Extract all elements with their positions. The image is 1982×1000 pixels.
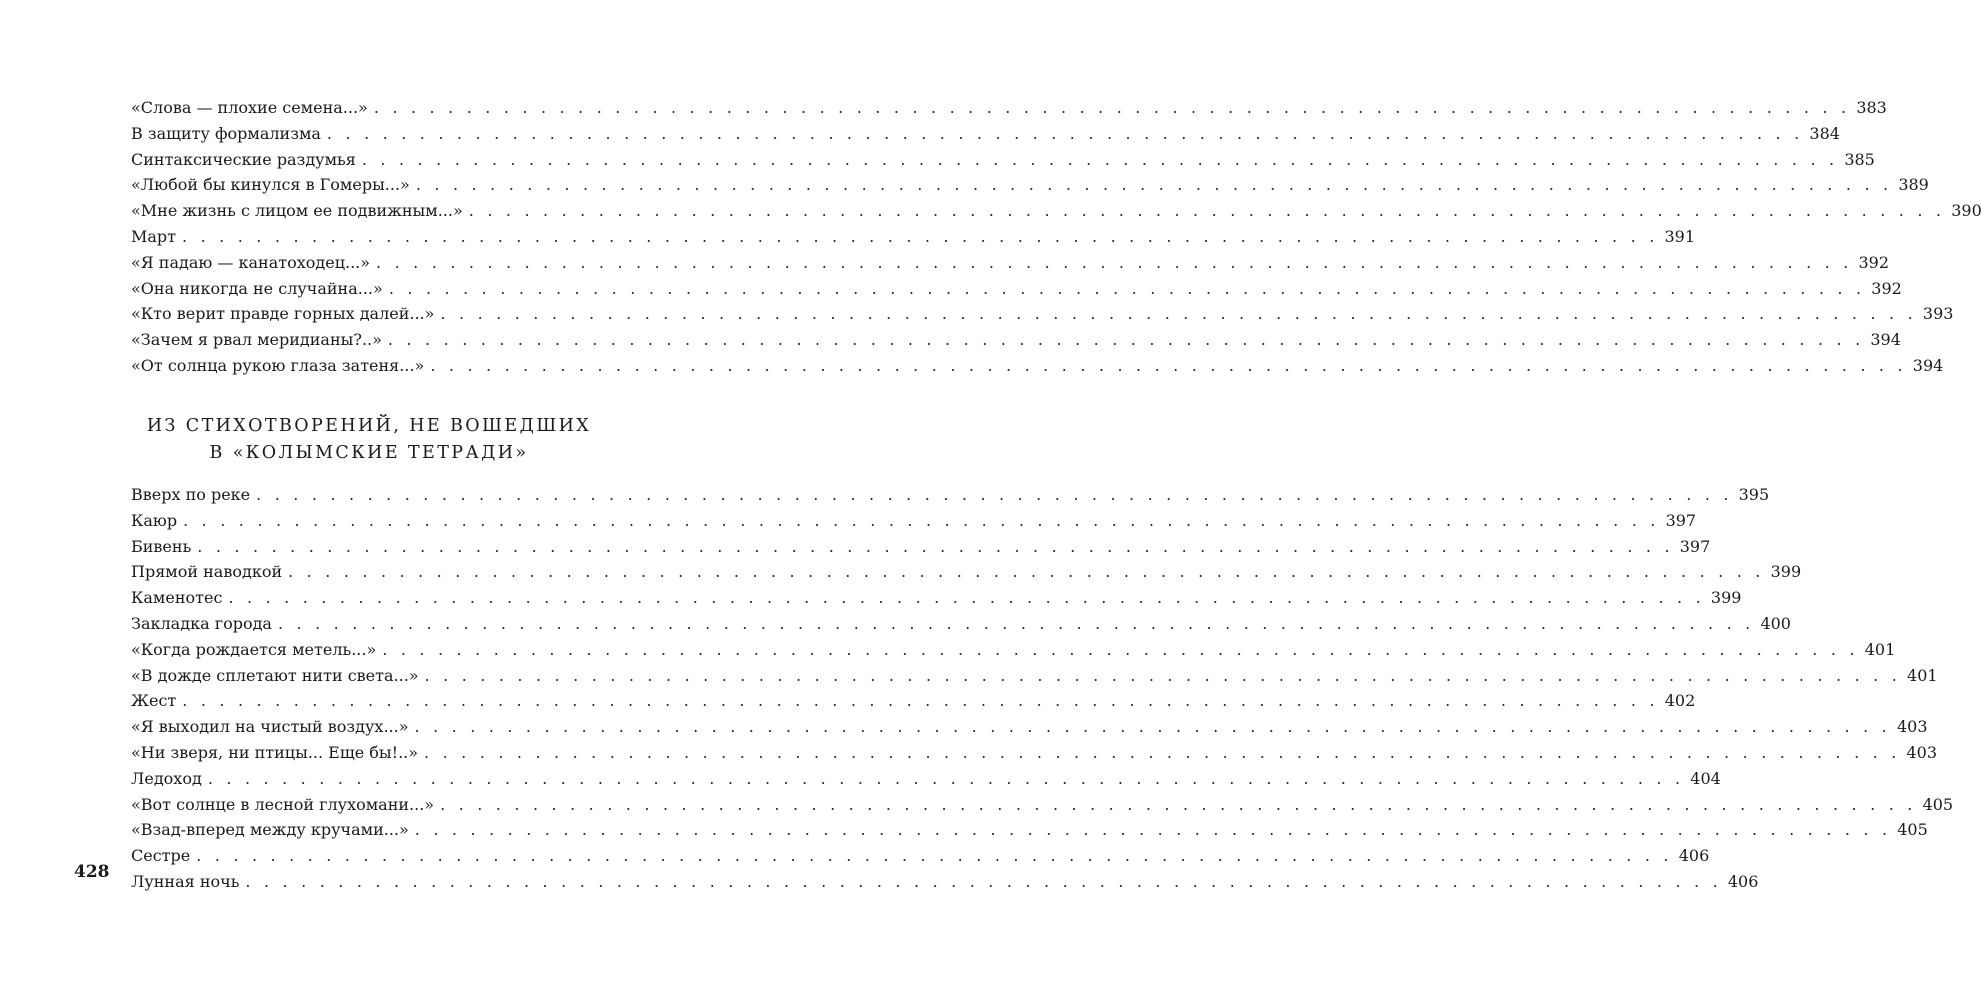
toc-entry-page: 403 xyxy=(1896,717,1928,737)
toc-entry-title: «Слова — плохие семена...» xyxy=(131,98,368,117)
toc-entry-title: «Я падаю — канатоходец...» xyxy=(131,252,371,272)
toc-entry-page: 390 xyxy=(1951,201,1982,221)
toc-entry-title: «Когда рождается метель...» xyxy=(131,639,377,659)
dot-leader: . . . . . . . . . . . . . . . . . . . . . . . . . . . . . . . . . . . . . . . . . . . . . . . . . . . . . . . . . . . . . . . . . . . . . . . . . . . . . . . . xyxy=(182,691,1659,711)
toc-entry-page: 399 xyxy=(1710,588,1742,608)
toc-entry-page: 402 xyxy=(1664,691,1696,711)
toc-entry xyxy=(131,172,1929,198)
toc-entry-title: «Взад-вперед между кручами...» xyxy=(131,820,409,840)
dot-leader: . . . . . . . . . . . . . . . . . . . . . . . . . . . . . . . . . . . . . . . . . . . . . . . . . . . . . . . . . . . . . . . . . . . . . . . . . . . . . . . . xyxy=(415,175,1893,195)
toc-entry xyxy=(131,766,1721,792)
toc-entry xyxy=(131,482,1770,508)
toc-entry-page: 391 xyxy=(1664,226,1696,246)
toc-entry-title: «Ни зверя, ни птицы... Еще бы!..» xyxy=(131,742,419,762)
toc-entry xyxy=(131,250,1890,276)
toc-entry-title: Лунная ночь xyxy=(131,871,240,891)
toc-entry-title: Синтаксические раздумья xyxy=(131,149,356,169)
toc-entry-title: Жест xyxy=(131,691,177,711)
dot-leader: . . . . . . . . . . . . . . . . . . . . . . . . . . . . . . . . . . . . . . . . . . . . . . . . . . . . . . . . . . . . . . . . . . . . . . . . . . . . . . . . xyxy=(277,613,1755,633)
toc-entry xyxy=(131,792,1954,818)
dot-leader: . . . . . . . . . . . . . . . . . . . . . . . . . . . . . . . . . . . . . . . . . . . . . . . . . . . . . . . . . . . . . . . . . . . . . . . . . . . . . . . . xyxy=(424,665,1902,685)
toc-entry xyxy=(131,508,1697,534)
toc-entry-title: «От солнца рукою глаза затеня...» xyxy=(131,355,425,375)
toc-entry-title: В защиту формализма xyxy=(131,123,321,143)
toc-entry xyxy=(131,301,1954,327)
toc-entry-page: 406 xyxy=(1678,846,1710,866)
toc-list-group-1 xyxy=(131,95,1982,379)
toc-entry-title: «Она никогда не случайна...» xyxy=(131,278,383,298)
toc-entry-page: 395 xyxy=(1738,485,1770,504)
toc-entry-page: 392 xyxy=(1858,252,1890,272)
dot-leader: . . . . . . . . . . . . . . . . . . . . . . . . . . . . . . . . . . . . . . . . . . . . . . . . . . . . . . . . . . . . . . . . . . . . . . . . . . . . . . . . xyxy=(440,794,1917,814)
toc-entry xyxy=(131,224,1696,250)
toc-entry-page: 405 xyxy=(1922,794,1954,814)
toc-entry-page: 399 xyxy=(1770,562,1802,582)
dot-leader: . . . . . . . . . . . . . . . . . . . . . . . . . . . . . . . . . . . . . . . . . . . . . . . . . . . . . . . . . . . . . . . . . . . . . . . . . . . . . . . . xyxy=(387,330,1865,350)
toc-entry xyxy=(131,198,1982,224)
toc-entry-page: 394 xyxy=(1912,355,1944,375)
toc-entry-page: 385 xyxy=(1844,149,1875,169)
dot-leader: . . . . . . . . . . . . . . . . . . . . . . . . . . . . . . . . . . . . . . . . . . . . . . . . . . . . . . . . . . . . . . . . . . . . . . . . . . . . . . . . xyxy=(245,871,1722,891)
toc-entry-page: 405 xyxy=(1897,820,1928,840)
toc-entry-page: 394 xyxy=(1870,330,1901,350)
toc-entry-page: 397 xyxy=(1665,510,1697,530)
toc-entry-title: Март xyxy=(131,226,177,246)
toc-entry-page: 406 xyxy=(1727,871,1759,891)
toc-entry-title: Прямой наводкой xyxy=(131,562,283,582)
toc-entry-page: 404 xyxy=(1690,768,1721,788)
toc-entry xyxy=(131,869,1759,895)
toc-entry-page: 400 xyxy=(1760,613,1791,633)
dot-leader: . . . . . . . . . . . . . . . . . . . . . . . . . . . . . . . . . . . . . . . . . . . . . . . . . . . . . . . . . . . . . . . . . . . . . . . . . . . . . . . . xyxy=(228,588,1705,608)
dot-leader: . . . . . . . . . . . . . . . . . . . . . . . . . . . . . . . . . . . . . . . . . . . . . . . . . . . . . . . . . . . . . . . . . . . . . . . . . . . . . . . . xyxy=(388,278,1866,298)
toc-entry-title: «Я выходил на чистый воздух...» xyxy=(131,717,409,737)
dot-leader: . . . . . . . . . . . . . . . . . . . . . . . . . . . . . . . . . . . . . . . . . . . . . . . . . . . . . . . . . . . . . . . . . . . . . . . . . . . . . . . . xyxy=(361,149,1839,169)
toc-entry-page: 401 xyxy=(1864,639,1896,659)
toc-entry xyxy=(131,843,1710,869)
toc-list-group-2 xyxy=(131,482,1954,895)
dot-leader: . . . . . . . . . . . . . . . . . . . . . . . . . . . . . . . . . . . . . . . . . . . . . . . . . . . . . . . . . . . . . . . . . . . . . . . . . . . . . . . . xyxy=(182,226,1659,246)
toc-entry-title: «Любой бы кинулся в Гомеры...» xyxy=(131,175,410,195)
toc-entry-page: 383 xyxy=(1856,98,1887,117)
dot-leader: . . . . . . . . . . . . . . . . . . . . . . . . . . . . . . . . . . . . . . . . . . . . . . . . . . . . . . . . . . . . . . . . . . . . . . . . . . . . . . . . xyxy=(288,562,1765,582)
toc-entry xyxy=(131,714,1928,740)
toc-entry-title: Закладка города xyxy=(131,613,272,633)
dot-leader: . . . . . . . . . . . . . . . . . . . . . . . . . . . . . . . . . . . . . . . . . . . . . . . . . . . . . . . . . . . . . . . . . . . . . . . . . . . . . . . . xyxy=(207,768,1685,788)
dot-leader: . . . . . . . . . . . . . . . . . . . . . . . . . . . . . . . . . . . . . . . . . . . . . . . . . . . . . . . . . . . . . . . . . . . . . . . . . . . . . . . . xyxy=(430,355,1907,375)
toc-entry xyxy=(131,740,1938,766)
toc-entry-title: Ледоход xyxy=(131,768,202,788)
section-heading-line-1: ИЗ СТИХОТВОРЕНИЙ, НЕ ВОШЕДШИХ xyxy=(146,416,592,436)
toc-entry-title: «В дожде сплетают нити света...» xyxy=(131,665,419,685)
toc-entry xyxy=(131,534,1711,560)
toc-entry-page: 392 xyxy=(1871,278,1902,298)
toc-entry xyxy=(131,147,1875,173)
dot-leader: . . . . . . . . . . . . . . . . . . . . . . . . . . . . . . . . . . . . . . . . . . . . . . . . . . . . . . . . . . . . . . . . . . . . . . . . . . . . . . . . xyxy=(373,98,1851,117)
dot-leader: . . . . . . . . . . . . . . . . . . . . . . . . . . . . . . . . . . . . . . . . . . . . . . . . . . . . . . . . . . . . . . . . . . . . . . . . . . . . . . . . xyxy=(197,536,1674,556)
dot-leader: . . . . . . . . . . . . . . . . . . . . . . . . . . . . . . . . . . . . . . . . . . . . . . . . . . . . . . . . . . . . . . . . . . . . . . . . . . . . . . . . xyxy=(376,252,1853,272)
toc-entry xyxy=(131,611,1791,637)
toc-entry-title: Каюр xyxy=(131,510,178,530)
toc-entry xyxy=(131,559,1802,585)
toc-entry-page: 384 xyxy=(1809,123,1840,143)
toc-entry-page: 401 xyxy=(1907,665,1938,685)
toc-entry-page: 393 xyxy=(1922,304,1954,324)
dot-leader: . . . . . . . . . . . . . . . . . . . . . . . . . . . . . . . . . . . . . . . . . . . . . . . . . . . . . . . . . . . . . . . . . . . . . . . . . . . . . . . . xyxy=(196,846,1673,866)
toc-entry xyxy=(131,817,1928,843)
toc-entry-title: «Кто верит правде горных далей...» xyxy=(131,304,435,324)
toc-entry xyxy=(131,95,1887,121)
toc-entry xyxy=(131,353,1944,379)
page-number: 428 xyxy=(74,862,110,882)
toc-entry-title: Бивень xyxy=(131,536,192,556)
toc-entry xyxy=(131,327,1901,353)
dot-leader: . . . . . . . . . . . . . . . . . . . . . . . . . . . . . . . . . . . . . . . . . . . . . . . . . . . . . . . . . . . . . . . . . . . . . . . . . . . . . . . . xyxy=(382,639,1859,659)
toc-entry-title: Вверх по реке xyxy=(131,485,251,504)
toc-entry-title: «Зачем я рвал меридианы?..» xyxy=(131,330,382,350)
toc-entry-title: Каменотес xyxy=(131,588,223,608)
toc-entry-title: «Вот солнце в лесной глухомани...» xyxy=(131,794,435,814)
dot-leader: . . . . . . . . . . . . . . . . . . . . . . . . . . . . . . . . . . . . . . . . . . . . . . . . . . . . . . . . . . . . . . . . . . . . . . . . . . . . . . . . xyxy=(468,201,1946,221)
section-heading-line-2: В «КОЛЫМСКИЕ ТЕТРАДИ» xyxy=(209,443,529,463)
dot-leader: . . . . . . . . . . . . . . . . . . . . . . . . . . . . . . . . . . . . . . . . . . . . . . . . . . . . . . . . . . . . . . . . . . . . . . . . . . . . . . . . xyxy=(414,820,1892,840)
toc-entry xyxy=(131,637,1896,663)
dot-leader: . . . . . . . . . . . . . . . . . . . . . . . . . . . . . . . . . . . . . . . . . . . . . . . . . . . . . . . . . . . . . . . . . . . . . . . . . . . . . . . . xyxy=(440,304,1917,324)
dot-leader: . . . . . . . . . . . . . . . . . . . . . . . . . . . . . . . . . . . . . . . . . . . . . . . . . . . . . . . . . . . . . . . . . . . . . . . . . . . . . . . . xyxy=(326,123,1804,143)
toc-entry xyxy=(131,663,1938,689)
dot-leader: . . . . . . . . . . . . . . . . . . . . . . . . . . . . . . . . . . . . . . . . . . . . . . . . . . . . . . . . . . . . . . . . . . . . . . . . . . . . . . . . xyxy=(256,485,1733,504)
toc-entry xyxy=(131,121,1840,147)
toc-entry-page: 397 xyxy=(1679,536,1711,556)
toc-entry xyxy=(131,688,1696,714)
dot-leader: . . . . . . . . . . . . . . . . . . . . . . . . . . . . . . . . . . . . . . . . . . . . . . . . . . . . . . . . . . . . . . . . . . . . . . . . . . . . . . . . xyxy=(424,742,1901,762)
toc-entry xyxy=(131,276,1902,302)
toc-entry xyxy=(131,585,1742,611)
toc-entry-page: 403 xyxy=(1906,742,1938,762)
toc-entry-page: 389 xyxy=(1898,175,1929,195)
dot-leader: . . . . . . . . . . . . . . . . . . . . . . . . . . . . . . . . . . . . . . . . . . . . . . . . . . . . . . . . . . . . . . . . . . . . . . . . . . . . . . . . xyxy=(414,717,1891,737)
toc-entry-title: Сестре xyxy=(131,846,191,866)
toc-entry-title: «Мне жизнь с лицом ее подвижным...» xyxy=(131,201,463,221)
dot-leader: . . . . . . . . . . . . . . . . . . . . . . . . . . . . . . . . . . . . . . . . . . . . . . . . . . . . . . . . . . . . . . . . . . . . . . . . . . . . . . . . xyxy=(183,510,1660,530)
